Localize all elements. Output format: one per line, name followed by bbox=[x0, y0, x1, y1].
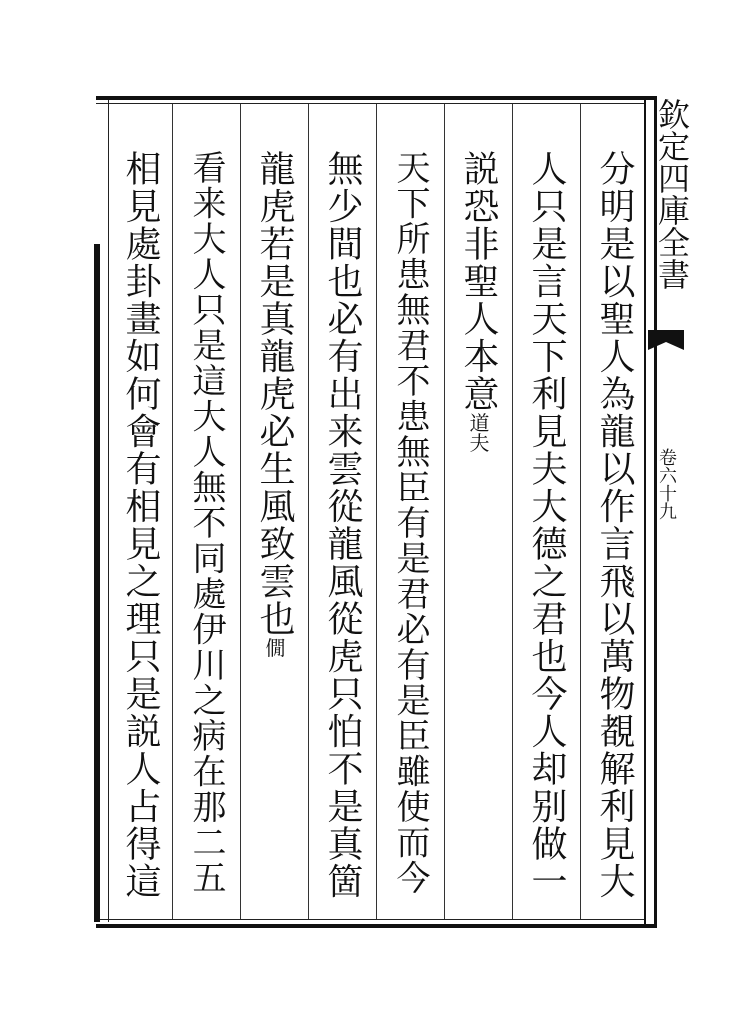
column-divider bbox=[308, 104, 309, 919]
text-column-3 bbox=[454, 150, 502, 453]
column-divider bbox=[444, 104, 445, 919]
column-text: 天下所患無君不患無臣有是君必有是臣雖使而今 bbox=[390, 150, 430, 896]
column-text: 無少間也必有出来雲從龍風從虎只怕不是真箇 bbox=[322, 150, 363, 900]
column-text: 看来大人只是這大人無不同處伊川之病在那二五 bbox=[186, 150, 226, 896]
frame-border-left bbox=[108, 100, 109, 922]
text-column-4 bbox=[386, 150, 434, 896]
frame-border-top-inner bbox=[96, 103, 644, 104]
column-text: 人只是言天下利見夫大德之君也今人却别做一 bbox=[526, 150, 567, 900]
frame-border-right bbox=[644, 96, 646, 928]
column-text: 相見處卦畫如何會有相見之理只是説人占得這 bbox=[120, 150, 161, 900]
column-divider bbox=[172, 104, 173, 919]
frame-border-bottom-inner bbox=[96, 919, 644, 920]
column-text: 分明是以聖人為龍以作言飛以萬物覩解利見大 bbox=[594, 150, 635, 900]
column-divider bbox=[376, 104, 377, 919]
margin-book-title: 欽定四庫全書 bbox=[653, 98, 691, 290]
column-divider bbox=[512, 104, 513, 919]
column-text: 説恐非聖人本意 bbox=[458, 150, 499, 413]
binding-gutter-bar bbox=[94, 244, 100, 922]
text-column-5 bbox=[318, 150, 366, 900]
column-text: 龍虎若是真龍虎必生風致雲也 bbox=[254, 150, 295, 638]
text-column-2 bbox=[522, 150, 570, 900]
text-column-1 bbox=[590, 150, 638, 900]
fishtail-mark bbox=[648, 330, 684, 350]
column-divider bbox=[240, 104, 241, 919]
text-column-6 bbox=[250, 150, 298, 658]
frame-border-bottom bbox=[96, 924, 656, 928]
text-column-8 bbox=[116, 150, 164, 900]
margin-volume-label: 卷六十九 bbox=[656, 448, 677, 520]
text-column-7 bbox=[182, 150, 230, 896]
column-divider bbox=[580, 104, 581, 919]
interlinear-note: 僩 bbox=[262, 637, 286, 658]
frame-border-top bbox=[96, 96, 656, 100]
interlinear-note: 道夫 bbox=[466, 412, 490, 453]
